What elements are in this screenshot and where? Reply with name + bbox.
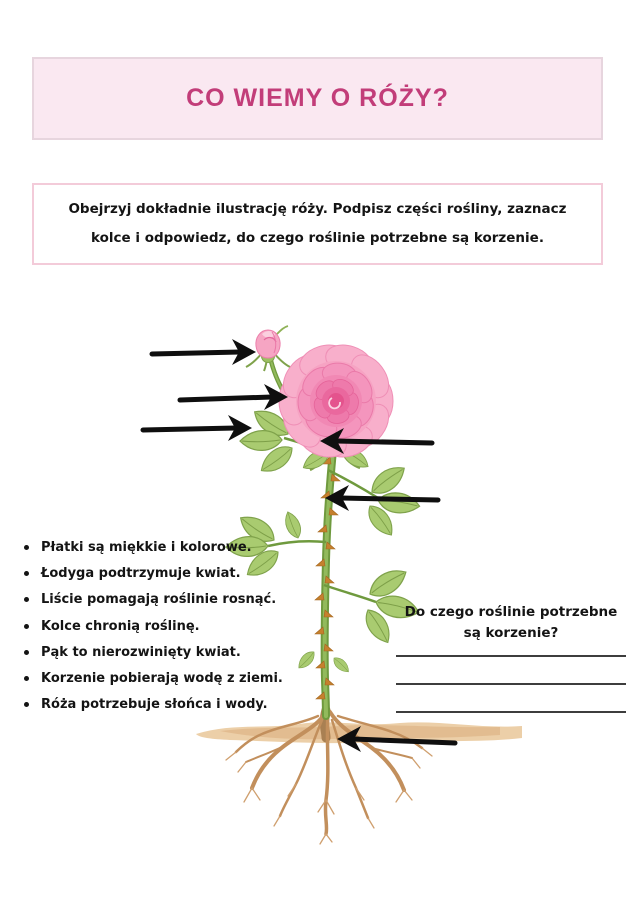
bullet-dot: [24, 571, 29, 576]
question-block: [396, 602, 626, 713]
answer-line-1[interactable]: [396, 655, 626, 657]
fact-text: Płatki są miękkie i kolorowe.: [41, 539, 252, 555]
answer-line-2[interactable]: [396, 683, 626, 685]
fact-item-petals: [20, 534, 330, 560]
bullet-dot: [24, 676, 29, 681]
rose-flower-illustration: [276, 339, 396, 473]
fact-text: Łodyga podtrzymuje kwiat.: [41, 565, 241, 581]
rose-bud-illustration: [246, 326, 290, 371]
fact-text: Liście pomagają roślinie rosnąć.: [41, 592, 277, 608]
facts-list: [20, 534, 330, 718]
fact-item-thorns: [20, 613, 330, 639]
bullet-dot: [24, 702, 29, 707]
fact-item-stem: [20, 560, 330, 586]
bullet-dot: [24, 624, 29, 629]
fact-item-needs: [20, 692, 330, 718]
instruction-text: Obejrzyj dokładnie ilustrację róży. Podpisz części rośliny, zaznacz kolce i odpowiedz, do czego roślinie potrzebne są korzenie.: [68, 200, 567, 246]
arrow-to-bud: [152, 339, 256, 365]
question-title: Do czego roślinie potrzebne są korzenie?: [404, 604, 618, 641]
answer-line-3[interactable]: [396, 711, 626, 713]
fact-item-leaves: [20, 587, 330, 613]
arrow-to-leaves: [143, 415, 252, 441]
fact-text: Korzenie pobierają wodę z ziemi.: [41, 671, 283, 687]
fact-text: Pąk to nierozwinięty kwiat.: [41, 644, 241, 660]
page-title: CO WIEMY O RÓŻY?: [186, 84, 449, 112]
fact-text: Róża potrzebuje słońca i wody.: [41, 697, 268, 713]
bullet-dot: [24, 597, 29, 602]
fact-text: Kolce chronią roślinę.: [41, 618, 200, 634]
arrow-to-flower: [180, 384, 288, 410]
bullet-dot: [24, 545, 29, 550]
title-box: [32, 57, 603, 140]
bullet-dot: [24, 650, 29, 655]
instruction-box: [32, 183, 603, 265]
fact-item-roots: [20, 665, 330, 691]
fact-item-bud: [20, 639, 330, 665]
